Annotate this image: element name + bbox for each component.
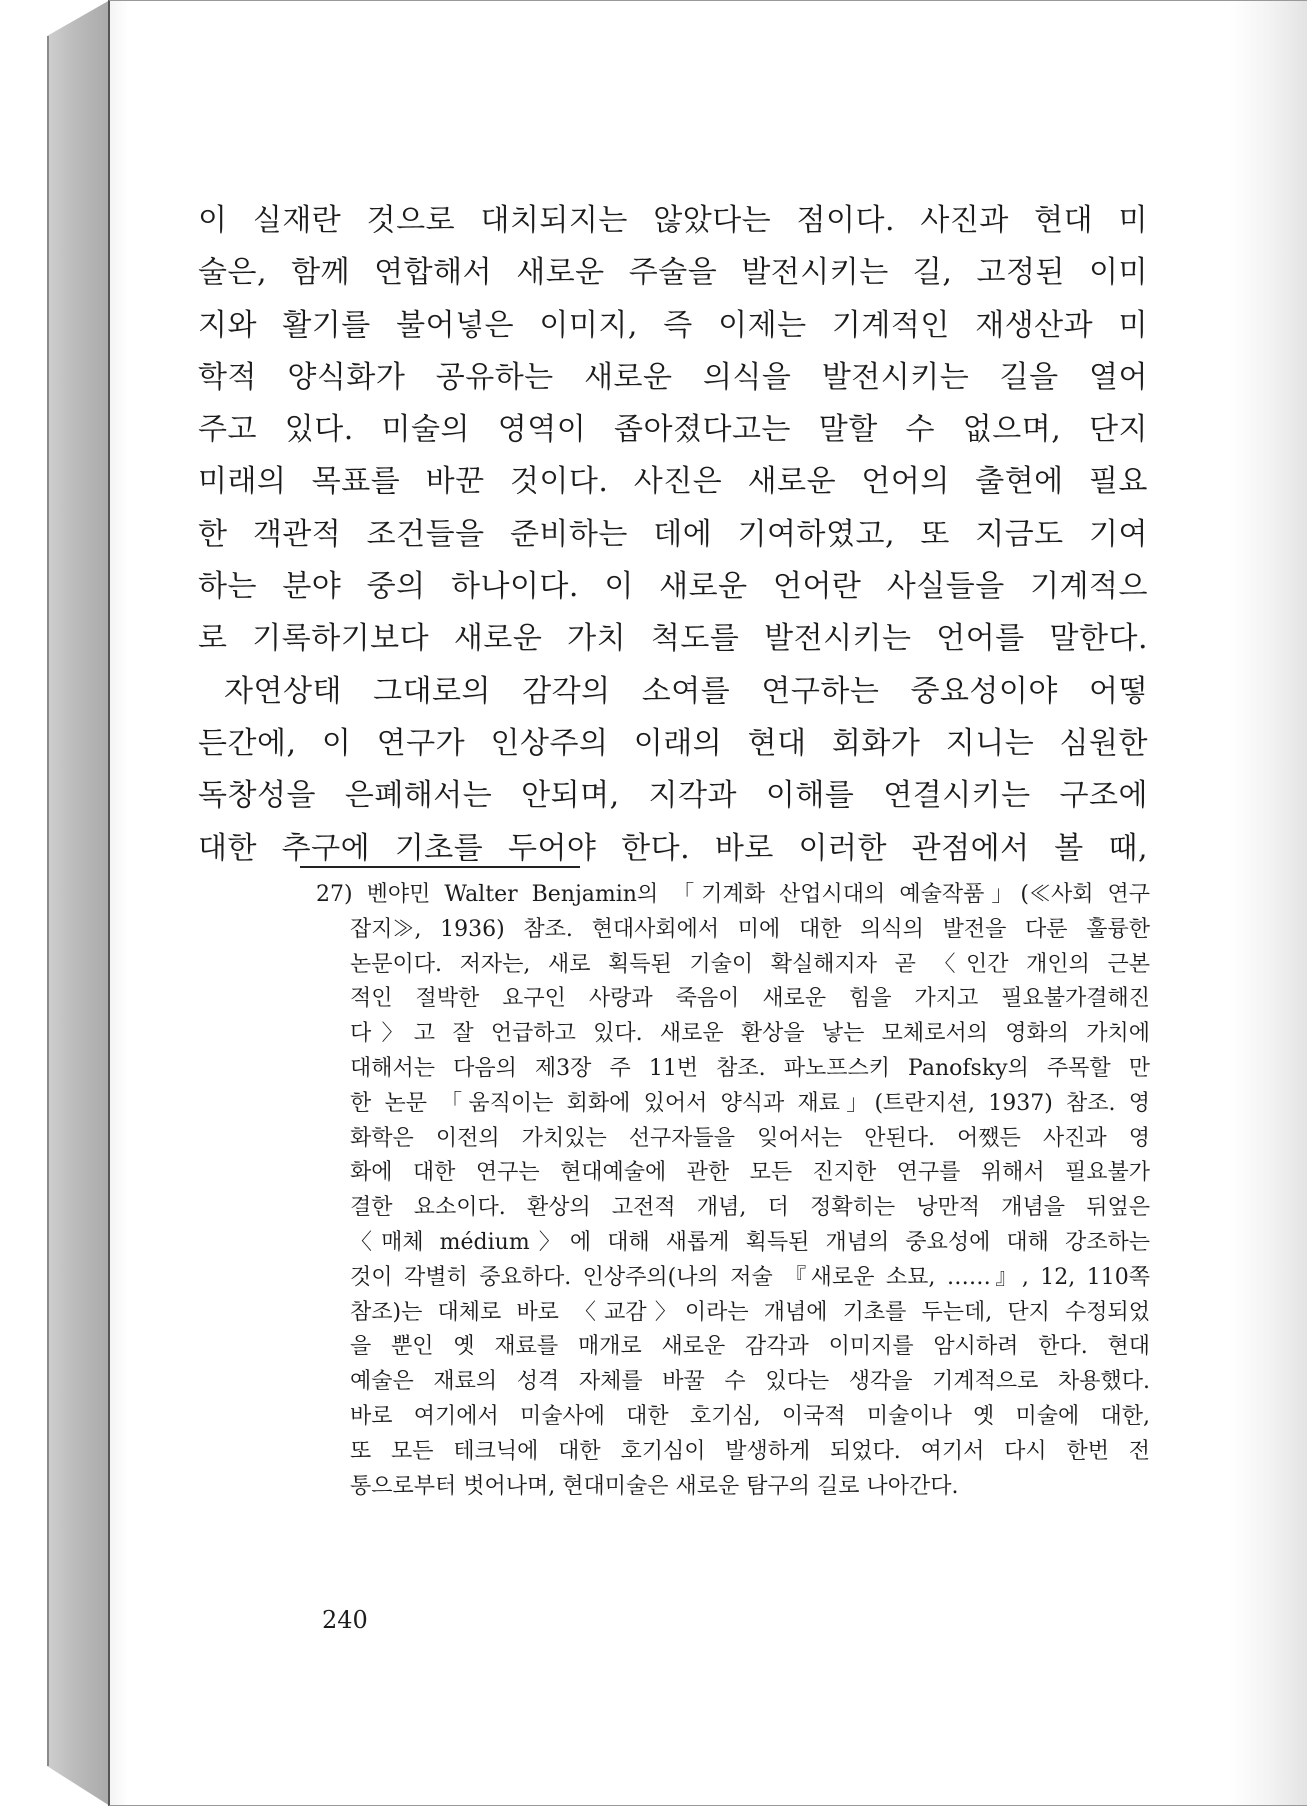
- footnote-line: 한 논문 「움직이는 회화에 있어서 양식과 재료」(트란지션, 1937) 참조. 영: [350, 1090, 1150, 1116]
- body-line: 학적 양식화가 공유하는 새로운 의식을 발전시키는 길을 열어: [198, 359, 1148, 395]
- body-line: 술은, 함께 연합해서 새로운 주술을 발전시키는 길, 고정된 이미: [198, 255, 1148, 291]
- footnote-line: 대해서는 다음의 제3장 주 11번 참조. 파노프스키 Panofsky의 주목할 만: [350, 1055, 1150, 1081]
- page-number: 240: [322, 1606, 368, 1634]
- footnote-line: 통으로부터 벗어나며, 현대미술은 새로운 탐구의 길로 나아간다.: [350, 1473, 959, 1499]
- footnote-line: 것이 각별히 중요하다. 인상주의(나의 저술 『새로운 소묘, ……』, 12, 110쪽: [350, 1264, 1150, 1290]
- body-line: 든간에, 이 연구가 인상주의 이래의 현대 회화가 지니는 심원한: [198, 725, 1148, 761]
- footnote-line: 〈매체 médium〉에 대해 새롭게 획득된 개념의 중요성에 대해 강조하는: [350, 1229, 1150, 1255]
- footnote-line: 을 뿐인 옛 재료를 매개로 새로운 감각과 이미지를 암시하려 한다. 현대: [350, 1334, 1150, 1360]
- body-line: 대한 추구에 기초를 두어야 한다. 바로 이러한 관점에서 볼 때,: [198, 830, 1148, 866]
- body-line: 지와 활기를 불어넣은 이미지, 즉 이제는 기계적인 재생산과 미: [198, 307, 1148, 343]
- footnote-line: 결한 요소이다. 환상의 고전적 개념, 더 정확히는 낭만적 개념을 뒤엎은: [350, 1195, 1150, 1221]
- footnote-line: 다〉고 잘 언급하고 있다. 새로운 환상을 낳는 모체로서의 영화의 가치에: [350, 1021, 1150, 1047]
- body-line: 독창성을 은폐해서는 안되며, 지각과 이해를 연결시키는 구조에: [198, 778, 1148, 814]
- footnote-line: 화학은 이전의 가치있는 선구자들을 잊어서는 안된다. 어쨌든 사진과 영: [350, 1125, 1150, 1151]
- body-line: 한 객관적 조건들을 준비하는 데에 기여하였고, 또 지금도 기여: [198, 516, 1148, 552]
- body-line: 주고 있다. 미술의 영역이 좁아졌다고는 말할 수 없으며, 단지: [198, 412, 1148, 448]
- body-line: 로 기록하기보다 새로운 가치 척도를 발전시키는 언어를 말한다.: [198, 621, 1148, 657]
- book-spine: [47, 0, 110, 1806]
- body-text: [198, 195, 1148, 875]
- footnote: [200, 878, 1150, 1504]
- book-spine-edge: [47, 36, 49, 1766]
- footnote-line: 참조)는 대체로 바로 〈교감〉이라는 개념에 기초를 두는데, 단지 수정되었: [350, 1299, 1150, 1325]
- body-line: 이 실재란 것으로 대치되지는 않았다는 점이다. 사진과 현대 미: [198, 203, 1148, 238]
- footnote-line: 적인 절박한 요구인 사랑과 죽음이 새로운 힘을 가지고 필요불가결해진: [350, 986, 1150, 1012]
- body-line: 하는 분야 중의 하나이다. 이 새로운 언어란 사실들을 기계적으: [198, 569, 1148, 605]
- footnote-line: 예술은 재료의 성격 자체를 바꿀 수 있다는 생각을 기계적으로 차용했다.: [350, 1369, 1150, 1395]
- footnote-line: 화에 대한 연구는 현대예술에 관한 모든 진지한 연구를 위해서 필요불가: [350, 1160, 1150, 1186]
- footnote-line: 잡지≫, 1936) 참조. 현대사회에서 미에 대한 의식의 발전을 다룬 훌륭한: [350, 916, 1150, 942]
- body-line-paragraph-start: 자연상태 그대로의 감각의 소여를 연구하는 중요성이야 어떻: [224, 673, 1148, 709]
- body-line: 미래의 목표를 바꾼 것이다. 사진은 새로운 언어의 출현에 필요: [198, 464, 1148, 500]
- footnote-separator: [300, 866, 580, 868]
- footnote-line: 27) 벤야민 Walter Benjamin의 「기계화 산업시대의 예술작품」(≪사회 연구: [316, 882, 1150, 907]
- footnote-line: 바로 여기에서 미술사에 대한 호기심, 이국적 미술이나 옛 미술에 대한,: [350, 1403, 1150, 1429]
- footnote-line: 논문이다. 저자는, 새로 획득된 기술이 확실해지자 곧 〈인간 개인의 근본: [350, 951, 1150, 977]
- footnote-line: 또 모든 테크닉에 대한 호기심이 발생하게 되었다. 여기서 다시 한번 전: [350, 1438, 1150, 1464]
